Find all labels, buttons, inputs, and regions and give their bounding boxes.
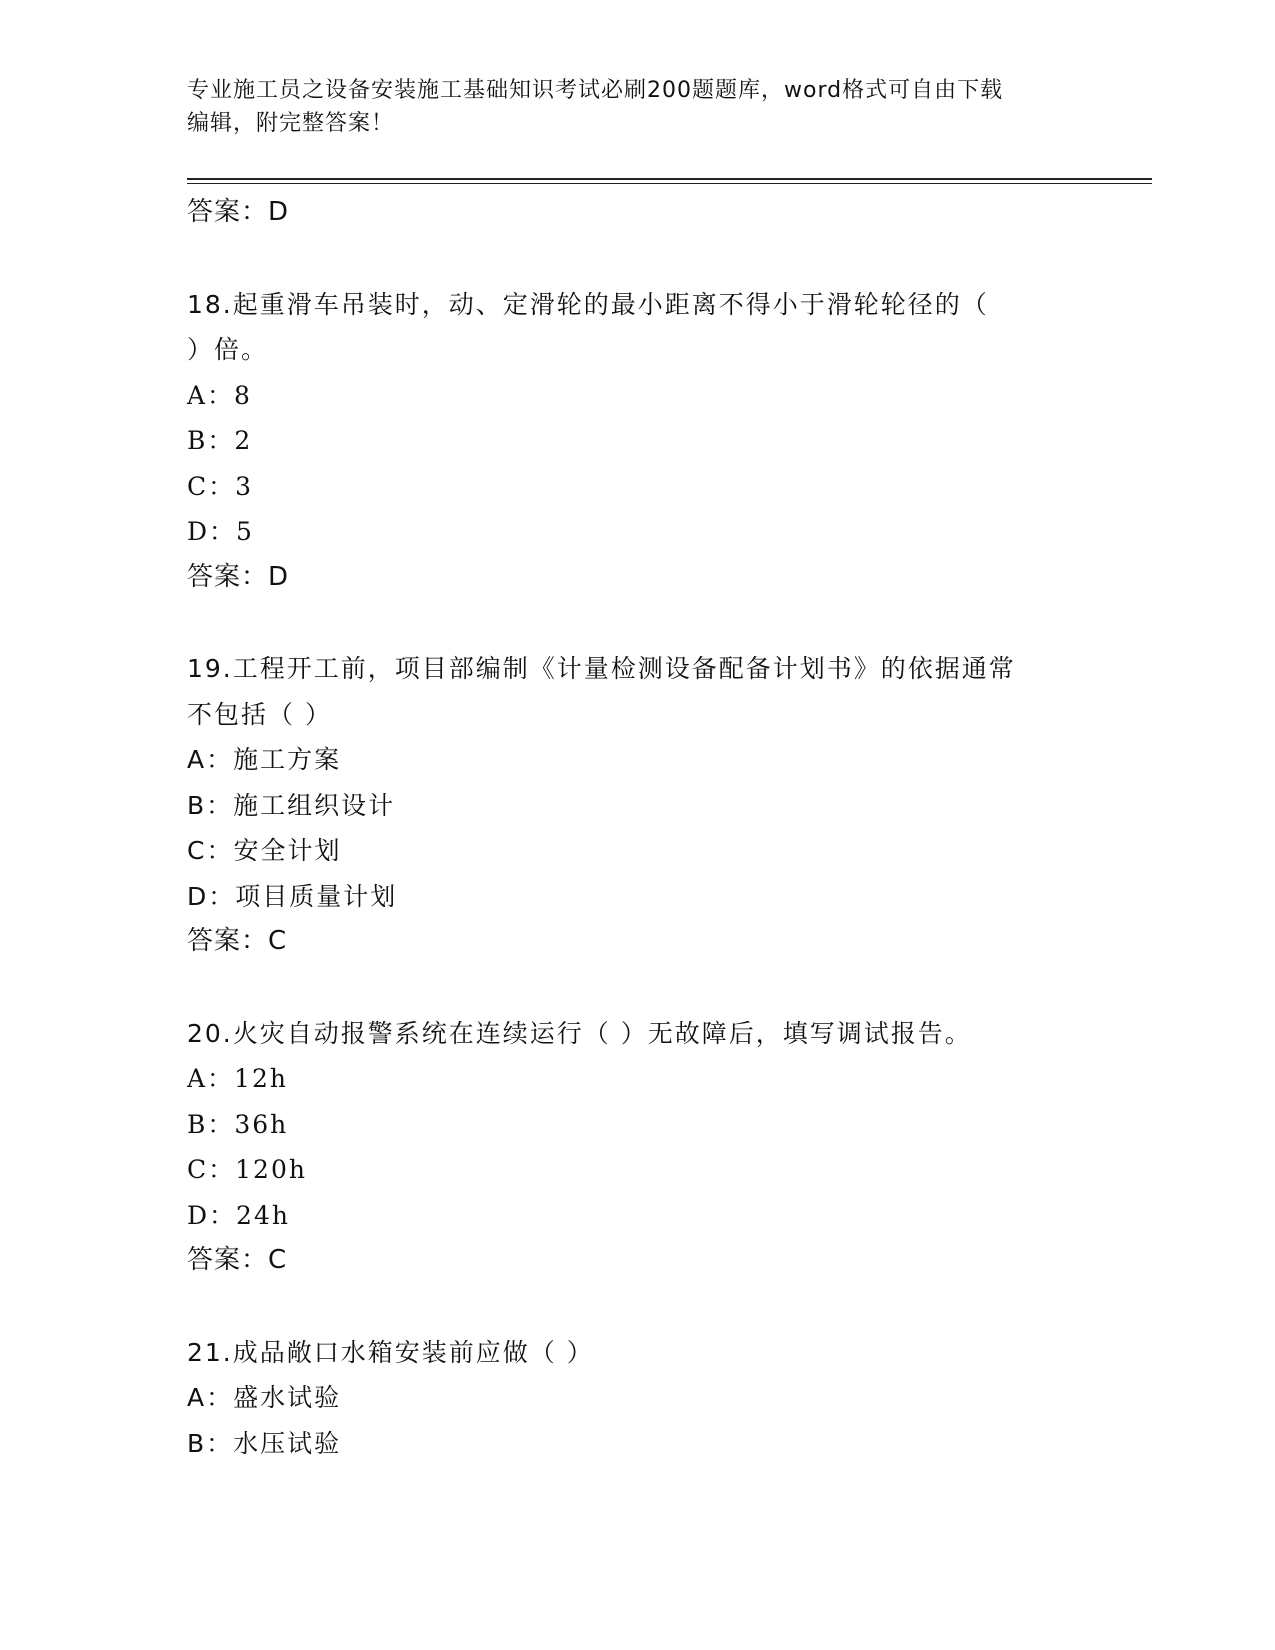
- previous-answer: 答案：D: [187, 197, 290, 227]
- option-b: B：水压试验: [187, 1428, 342, 1458]
- option-a: A：12h: [187, 1064, 288, 1093]
- option-b: B：施工组织设计: [187, 790, 396, 820]
- question-18: [187, 282, 1087, 601]
- option-d: D：24h: [187, 1200, 290, 1230]
- option-c: C：3: [187, 471, 254, 501]
- document-header: [187, 74, 1087, 140]
- answer: 答案：C: [187, 926, 288, 956]
- answer: 答案：D: [187, 561, 290, 592]
- header-line-2: 编辑，附完整答案！: [187, 111, 395, 136]
- option-c: C：120h: [187, 1155, 307, 1184]
- option-b: B：2: [187, 426, 253, 455]
- question-list: [187, 190, 1087, 1466]
- question-text: ）倍。: [187, 335, 269, 364]
- option-a: A：8: [187, 380, 252, 410]
- question-text: 21.成品敞口水箱安装前应做（ ）: [187, 1337, 594, 1367]
- question-text: 20.火灾自动报警系统在连续运行（ ）无故障后，填写调试报告。: [187, 1018, 972, 1048]
- option-a: A：盛水试验: [187, 1383, 342, 1412]
- option-c: C：安全计划: [187, 836, 342, 865]
- question-text: 19.工程开工前，项目部编制《计量检测设备配备计划书》的依据通常: [187, 654, 1016, 683]
- question-19: [187, 646, 1087, 965]
- option-d: D：5: [187, 517, 254, 546]
- header-divider-thin: [187, 183, 1152, 184]
- question-20: [187, 1011, 1087, 1284]
- question-text: 18.起重滑车吊装时，动、定滑轮的最小距离不得小于滑轮轮径的（: [187, 289, 989, 319]
- answer: 答案：C: [187, 1245, 288, 1275]
- header-line-1: 专业施工员之设备安装施工基础知识考试必刷200题题库，word格式可自由下载: [187, 78, 1004, 103]
- option-d: D：项目质量计划: [187, 881, 398, 911]
- header-divider: [187, 178, 1152, 180]
- option-b: B：36h: [187, 1109, 289, 1139]
- option-a: A：施工方案: [187, 745, 342, 774]
- question-text: 不包括（ ）: [187, 699, 332, 729]
- question-21: [187, 1330, 1087, 1467]
